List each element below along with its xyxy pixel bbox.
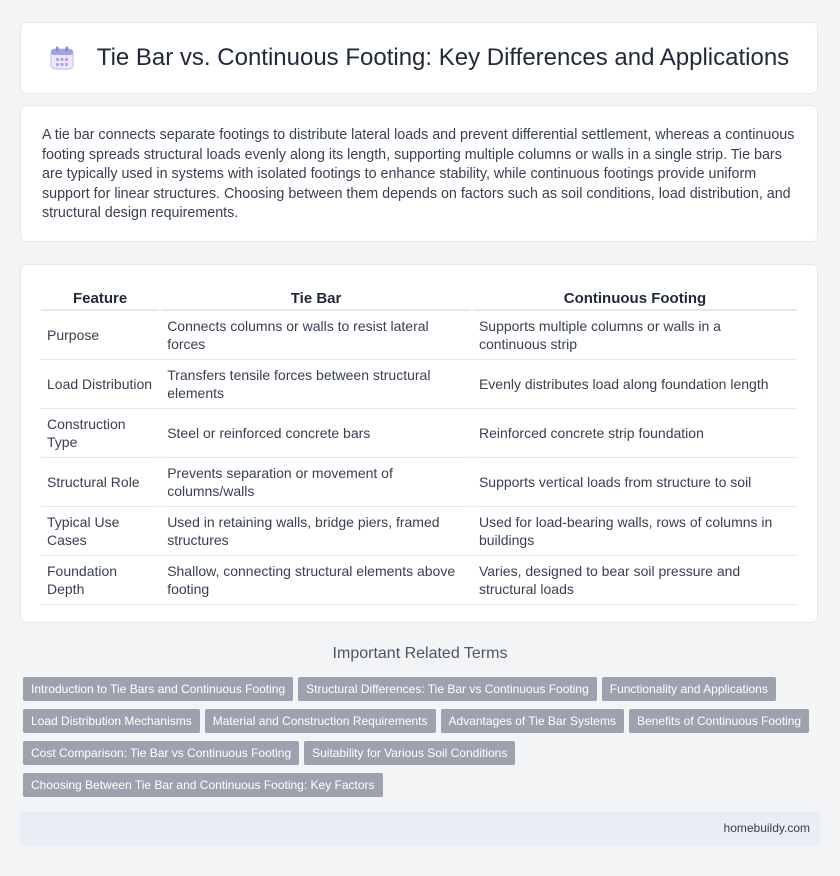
related-term-tag[interactable]: Cost Comparison: Tie Bar vs Continuous Footing bbox=[23, 741, 299, 765]
table-cell: Steel or reinforced concrete bars bbox=[161, 409, 471, 458]
table-cell: Structural Role bbox=[41, 458, 159, 507]
table-cell: Purpose bbox=[41, 311, 159, 360]
table-cell: Reinforced concrete strip foundation bbox=[473, 409, 797, 458]
column-header-tie-bar: Tie Bar bbox=[161, 285, 471, 311]
related-term-tag[interactable]: Structural Differences: Tie Bar vs Continuous Footing bbox=[298, 677, 597, 701]
footer-site-link[interactable]: homebuildy.com bbox=[723, 821, 810, 835]
header-card bbox=[20, 22, 818, 94]
table-row bbox=[41, 311, 797, 360]
table-cell: Used in retaining walls, bridge piers, framed structures bbox=[161, 507, 471, 556]
calendar-icon bbox=[49, 45, 75, 71]
table-row bbox=[41, 458, 797, 507]
table-row bbox=[41, 556, 797, 605]
table-cell: Typical Use Cases bbox=[41, 507, 159, 556]
related-term-tag[interactable]: Advantages of Tie Bar Systems bbox=[441, 709, 624, 733]
column-header-continuous-footing: Continuous Footing bbox=[473, 285, 797, 311]
table-cell: Load Distribution bbox=[41, 360, 159, 409]
table-cell: Shallow, connecting structural elements above footing bbox=[161, 556, 471, 605]
table-row bbox=[41, 409, 797, 458]
table-cell: Connects columns or walls to resist lateral forces bbox=[161, 311, 471, 360]
table-cell: Evenly distributes load along foundation length bbox=[473, 360, 797, 409]
related-term-tag[interactable]: Introduction to Tie Bars and Continuous Footing bbox=[23, 677, 293, 701]
related-terms-list bbox=[23, 677, 823, 805]
comparison-table bbox=[39, 285, 799, 605]
table-cell: Prevents separation or movement of columns/walls bbox=[161, 458, 471, 507]
table-cell: Supports multiple columns or walls in a continuous strip bbox=[473, 311, 797, 360]
related-terms-title: Important Related Terms bbox=[332, 645, 508, 662]
related-term-tag[interactable]: Functionality and Applications bbox=[602, 677, 776, 701]
related-term-tag[interactable]: Material and Construction Requirements bbox=[205, 709, 436, 733]
intro-text: A tie bar connects separate footings to distribute lateral loads and prevent differential settlement, whereas a continuous footing spreads structural loads evenly along its length, supporting multiple columns or walls in a single strip. Tie bars are typically used in systems with isolated footings to enhance stability, while continuous footings provide uniform support for linear structures. Choosing between them depends on factors such as soil conditions, load distribution, and structural design requirements. bbox=[42, 127, 795, 221]
related-term-tag[interactable]: Load Distribution Mechanisms bbox=[23, 709, 200, 733]
table-cell: Supports vertical loads from structure to soil bbox=[473, 458, 797, 507]
footer bbox=[20, 812, 820, 846]
page-title: Tie Bar vs. Continuous Footing: Key Differences and Applications bbox=[96, 44, 790, 71]
table-cell: Used for load-bearing walls, rows of columns in buildings bbox=[473, 507, 797, 556]
related-term-tag[interactable]: Choosing Between Tie Bar and Continuous Footing: Key Factors bbox=[23, 773, 383, 797]
table-row bbox=[41, 360, 797, 409]
comparison-card bbox=[20, 264, 818, 623]
table-row bbox=[41, 507, 797, 556]
table-cell: Transfers tensile forces between structural elements bbox=[161, 360, 471, 409]
intro-card bbox=[20, 105, 818, 242]
table-cell: Construction Type bbox=[41, 409, 159, 458]
column-header-feature: Feature bbox=[41, 285, 159, 311]
related-term-tag[interactable]: Suitability for Various Soil Conditions bbox=[304, 741, 515, 765]
related-term-tag[interactable]: Benefits of Continuous Footing bbox=[629, 709, 809, 733]
table-cell: Varies, designed to bear soil pressure and structural loads bbox=[473, 556, 797, 605]
table-cell: Foundation Depth bbox=[41, 556, 159, 605]
